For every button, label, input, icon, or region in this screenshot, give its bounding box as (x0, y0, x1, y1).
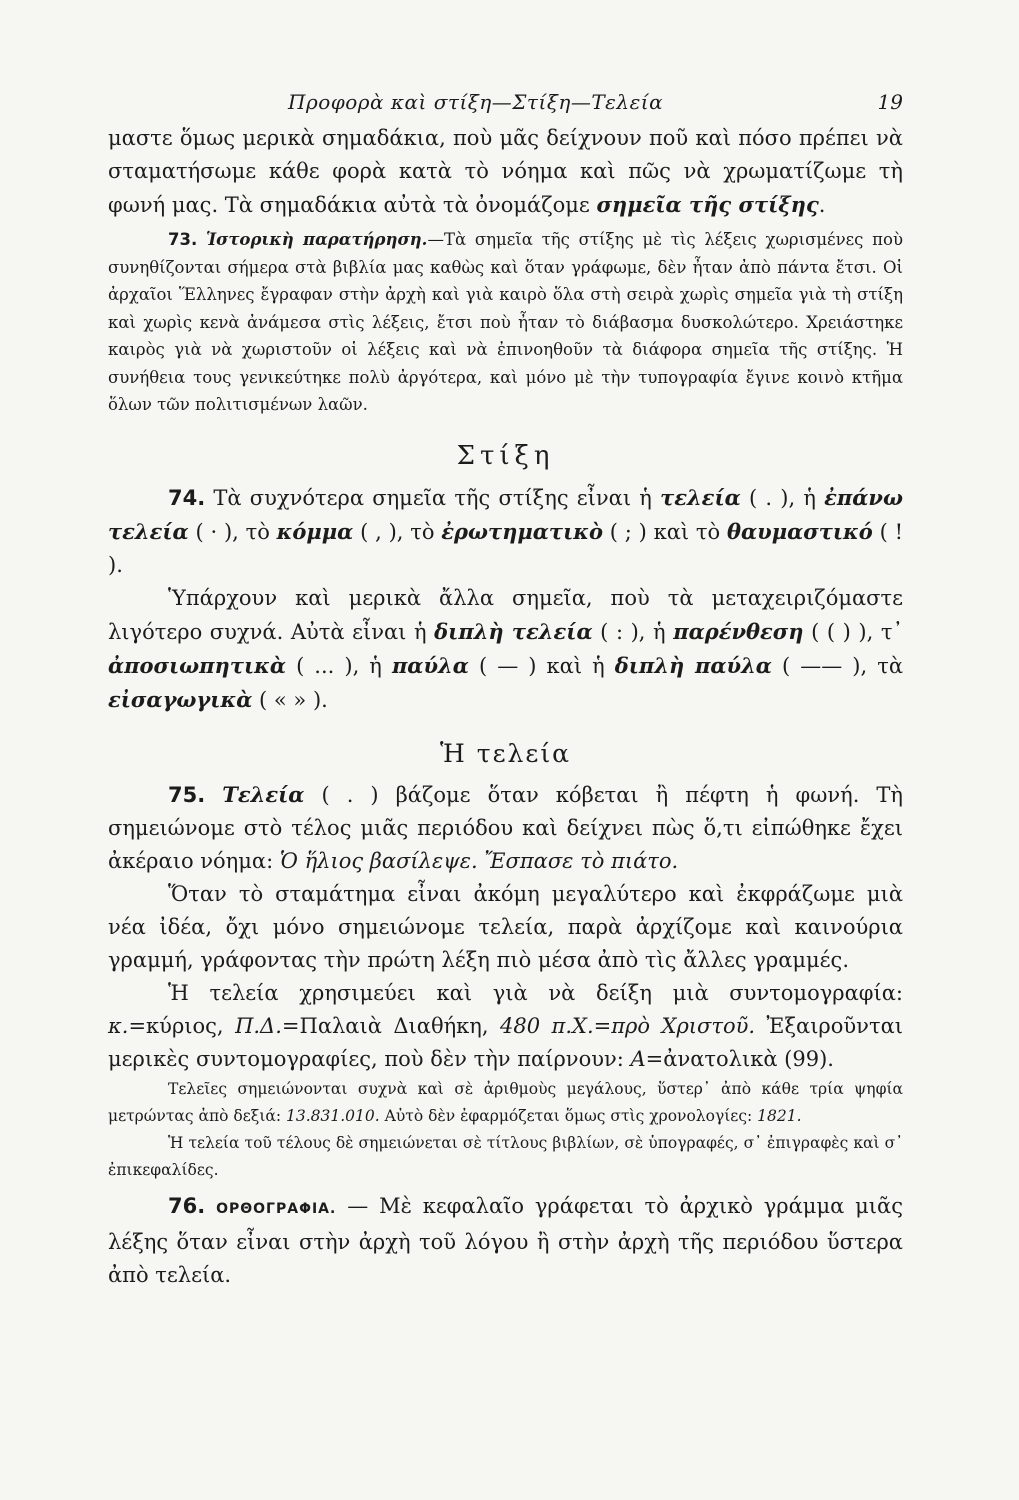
book-page (108, 82, 903, 1292)
section-75-note1 (108, 1076, 903, 1130)
term-parenthesi: παρένθεση (673, 618, 804, 644)
intro-end: . (818, 193, 826, 217)
term-dipli-teleia: διπλὴ τελεία (434, 618, 593, 644)
text-run: =Παλαιὰ Διαθήκη, (281, 1013, 501, 1038)
abbr-480: 480 π.Χ.=πρὸ Χριστοῦ. (500, 1013, 756, 1038)
text-run: ( , ), τὸ (353, 519, 442, 544)
term-aposiopitika: ἀποσιωπητικὰ (108, 652, 287, 678)
section-73 (108, 226, 903, 419)
term-erotimatiko: ἐρωτηματικὸ (441, 518, 603, 544)
abbr-a: Α (630, 1046, 646, 1071)
year-example: 1821. (757, 1106, 802, 1125)
intro-text: μαστε ὅμως μερικὰ σημαδάκια, ποὺ μᾶς δείχνουν ποῦ καὶ πόσο πρέπει νὰ σταματήσωμε κάθε φορὰ κατὰ τὸ νόημα καὶ πῶς νὰ χρωματίζωμε τὴ φωνή μας. Τὰ σημαδάκια αὐτὰ τὰ ὀνομάζομε (108, 126, 903, 217)
section-73-text: —Τὰ σημεῖα τῆς στίξης μὲ τὶς λέξεις χωρισμένες ποὺ συνηθίζονται σήμερα στὰ βιβλία μας καθὼς καὶ ὅταν γράφωμε, δὲν ἦταν ἀπὸ πάντα ἔτσι. Οἱ ἀρχαῖοι Ἕλληνες ἔγραφαν στὴν ἀρχὴ καὶ γιὰ καιρὸ ὅλα στὴ σειρὰ χωρὶς σημεῖα γιὰ τὴ στίξη καὶ χωρὶς κενὰ ἀνάμεσα στὶς λέξεις, ἔτσι ποὺ ἦταν τὸ διάβασμα δυσκολώτερο. Χρειάστηκε καιρὸς γιὰ νὰ χωριστοῦν οἱ λέξεις καὶ νὰ ἐπινοηθοῦν τὰ διάφορα σημεῖα τῆς στίξης. Ἡ συνήθεια τους γενικεύτηκε πολὺ ἀργότερα, καὶ μόνο μὲ τὴν τυπογραφία ἔγινε κοινὸ κτῆμα ὅλων τῶν πολιτισμένων λαῶν. (108, 230, 903, 414)
section-75-p2: Ὅταν τὸ σταμάτημα εἶναι ἀκόμη μεγαλύτερο καὶ ἐκφράζωμε μιὰ νέα ἰδέα, ὄχι μόνο σημειώνομε τελεία, παρὰ ἀρχίζομε καὶ καινούρια γραμμή, γράφοντας τὴν πρώτη λέξη πιὸ μέσα ἀπὸ τὶς ἄλλες γραμμές. (108, 881, 903, 972)
text-run: ( ( ) ), τ᾽ (803, 619, 903, 644)
text-run: ( · ), τὸ (188, 519, 277, 544)
section-76-number: 76. (168, 1193, 206, 1218)
page-number: 19 (877, 90, 903, 114)
term-stixi: σημεῖα τῆς στίξης (596, 192, 819, 217)
text-run: =κύριος, (128, 1013, 236, 1038)
term-thavmastiko: θαυμαστικό (727, 518, 873, 544)
section-74-p1 (108, 481, 903, 582)
example-sentences: Ὁ ἥλιος βασίλεψε. Ἔσπασε τὸ πιάτο. (279, 848, 679, 873)
page-header (108, 82, 903, 122)
section-74-number: 74. (168, 485, 206, 510)
text-run: ( . ), ἡ (740, 485, 825, 510)
text-run: ( ... ), ἡ (286, 653, 392, 678)
section-73-title: Ἱστορικὴ παρατήρηση. (205, 230, 428, 249)
text-run: ( « » ). (252, 687, 328, 712)
section-75-note2: Ἡ τελεία τοῦ τέλους δὲ σημειώνεται σὲ τίτλους βιβλίων, σὲ ὑπογραφές, σ᾽ ἐπιγραφὲς καὶ σ᾽ ἐπικεφαλίδες. (108, 1133, 903, 1179)
intro-paragraph (108, 122, 903, 222)
text-run: Ὑπάρχουν καὶ μερικὰ ἄλλα σημεῖα, ποὺ τὰ μεταχειριζόμαστε λιγότερο συχνά. Αὐτὰ εἶναι ἡ (108, 585, 903, 644)
section-75-number: 75. (168, 782, 206, 807)
section-76-label: ΟΡΘΟΓΡΑΦΙΑ. (216, 1200, 337, 1217)
text-run: ( . ) βάζομε ὅταν κόβεται ἢ πέφτη ἡ φωνή. Τὴ σημειώνομε στὸ τέλος μιᾶς περιόδου καὶ δείχνει πὼς ὅ,τι εἰπώθηκε ἔχει ἀκέραιο νόημα: (108, 782, 903, 873)
section-75-p3 (108, 977, 903, 1076)
text-run: Τὰ συχνότερα σημεῖα τῆς στίξης εἶναι ἡ (213, 485, 661, 510)
term-dipli-pavla: διπλὴ παύλα (614, 652, 772, 678)
section-76-text: — Μὲ κεφαλαῖο γράφεται τὸ ἀρχικὸ γράμμα μιᾶς λέξης ὅταν εἶναι στὴν ἀρχὴ τοῦ λόγου ἢ στὴν ἀρχὴ τῆς περιόδου ὕστερα ἀπὸ τελεία. (108, 1193, 903, 1287)
heading-teleia: Ἡ τελεία (439, 738, 571, 768)
text-run: ( — ) καὶ ἡ (468, 653, 615, 678)
term-eisagogika: εἰσαγωγικὰ (108, 686, 253, 712)
term-epano-teleia: ἐπάνω τελεία (108, 484, 903, 544)
section-75-p1 (108, 778, 903, 878)
text-run: Αὐτὸ δὲν ἐφαρμόζεται ὅμως στὶς χρονολογίες: (379, 1106, 758, 1125)
term-komma: κόμμα (276, 518, 354, 544)
section-74-p2 (108, 582, 903, 717)
text-run: ( ; ) καὶ τὸ (602, 519, 727, 544)
section-75-title: Τελεία (222, 781, 305, 807)
number-example: 13.831.010. (286, 1106, 380, 1125)
abbr-pd: Π.Δ. (235, 1013, 282, 1038)
section-73-number: 73. (168, 230, 198, 249)
section-76 (108, 1190, 903, 1292)
text-run: Ἐξαιροῦνται μερικὲς συντομογραφίες, ποὺ δὲν τὴν παίρνουν: (108, 1013, 903, 1071)
abbr-k: κ. (108, 1013, 129, 1038)
text-run: =ἀνατολικὰ (99). (645, 1046, 834, 1071)
term-pavla: παύλα (391, 652, 469, 678)
running-title: Προφορὰ καὶ στίξη—Στίξη—Τελεία (288, 90, 664, 114)
text-run: ( —— ), τὰ (771, 653, 904, 678)
text-run: Ἡ τελεία χρησιμεύει καὶ γιὰ νὰ δείξη μιὰ συντομογραφία: (168, 980, 903, 1005)
term-teleia: τελεία (660, 484, 741, 510)
text-run: ( : ), ἡ (592, 619, 674, 644)
text-run: Τελεῖες σημειώνονται συχνὰ καὶ σὲ ἀριθμοὺς μεγάλους, ὕστερ᾽ ἀπὸ κάθε τρία ψηφία μετρώντας ἀπὸ δεξιά: (108, 1079, 903, 1125)
text-run: ( ! ). (108, 519, 904, 577)
heading-stixi: Στίξη (456, 440, 555, 471)
